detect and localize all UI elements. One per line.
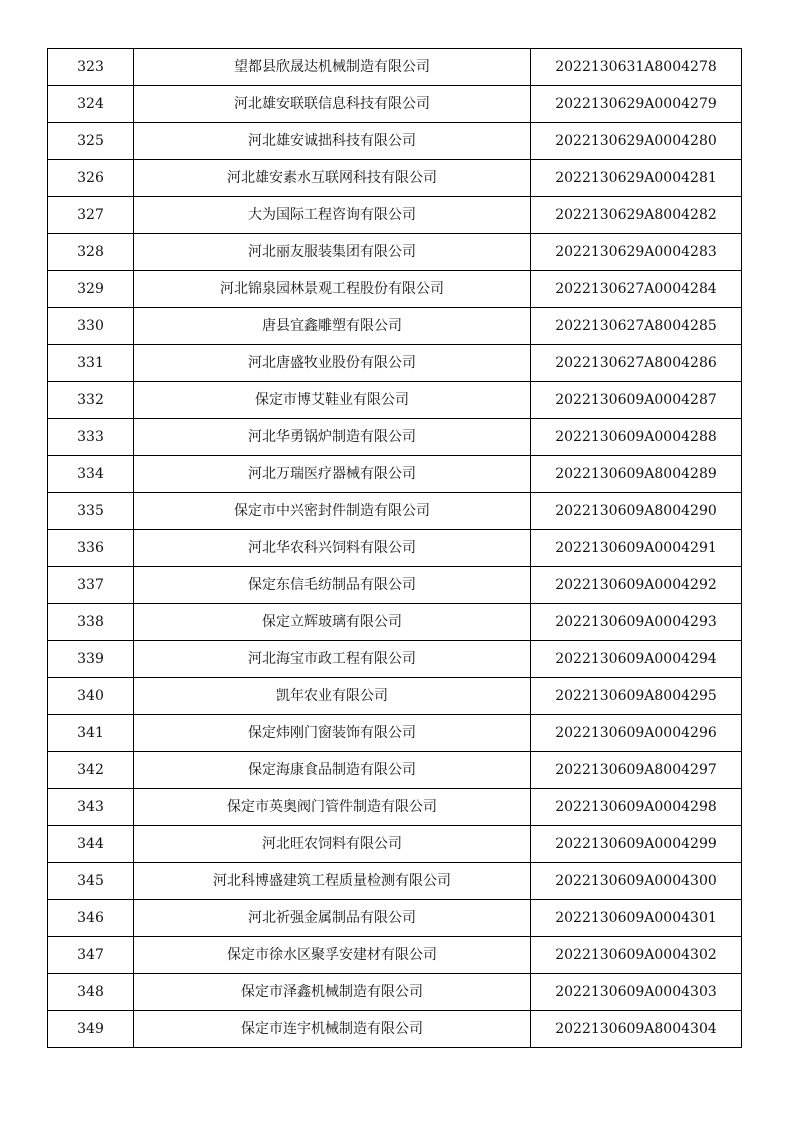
- row-number-cell: 336: [48, 530, 134, 567]
- row-number-cell: 343: [48, 789, 134, 826]
- company-name-cell: 大为国际工程咨询有限公司: [134, 197, 531, 234]
- row-number-cell: 327: [48, 197, 134, 234]
- table-row: [48, 1011, 742, 1048]
- row-number-cell: 330: [48, 308, 134, 345]
- table-row: [48, 937, 742, 974]
- row-number-cell: 341: [48, 715, 134, 752]
- registration-code-cell: 2022130609A8004297: [531, 752, 742, 789]
- row-number-cell: 324: [48, 86, 134, 123]
- row-number-cell: 347: [48, 937, 134, 974]
- table-row: [48, 234, 742, 271]
- registration-code-cell: 2022130609A0004287: [531, 382, 742, 419]
- registration-code-cell: 2022130609A0004292: [531, 567, 742, 604]
- company-name-cell: 保定海康食品制造有限公司: [134, 752, 531, 789]
- row-number-cell: 326: [48, 160, 134, 197]
- registration-code-cell: 2022130609A0004298: [531, 789, 742, 826]
- table-row: [48, 493, 742, 530]
- company-name-cell: 河北华勇锅炉制造有限公司: [134, 419, 531, 456]
- table-row: [48, 604, 742, 641]
- company-name-cell: 河北雄安联联信息科技有限公司: [134, 86, 531, 123]
- registration-code-cell: 2022130609A0004294: [531, 641, 742, 678]
- company-name-cell: 凯年农业有限公司: [134, 678, 531, 715]
- company-registry-table: [47, 48, 742, 1048]
- table-row: [48, 900, 742, 937]
- company-name-cell: 河北雄安诚拙科技有限公司: [134, 123, 531, 160]
- registration-code-cell: 2022130609A0004296: [531, 715, 742, 752]
- company-name-cell: 河北祈强金属制品有限公司: [134, 900, 531, 937]
- row-number-cell: 323: [48, 49, 134, 86]
- row-number-cell: 328: [48, 234, 134, 271]
- table-row: [48, 530, 742, 567]
- registration-code-cell: 2022130609A8004295: [531, 678, 742, 715]
- registration-code-cell: 2022130629A0004279: [531, 86, 742, 123]
- company-name-cell: 河北锦泉园林景观工程股份有限公司: [134, 271, 531, 308]
- table-row: [48, 271, 742, 308]
- table-row: [48, 160, 742, 197]
- company-name-cell: 保定立辉玻璃有限公司: [134, 604, 531, 641]
- company-name-cell: 河北万瑞医疗器械有限公司: [134, 456, 531, 493]
- company-name-cell: 河北唐盛牧业股份有限公司: [134, 345, 531, 382]
- row-number-cell: 325: [48, 123, 134, 160]
- table-row: [48, 641, 742, 678]
- row-number-cell: 337: [48, 567, 134, 604]
- registration-code-cell: 2022130627A8004286: [531, 345, 742, 382]
- table-row: [48, 456, 742, 493]
- row-number-cell: 346: [48, 900, 134, 937]
- registration-code-cell: 2022130609A8004304: [531, 1011, 742, 1048]
- registration-code-cell: 2022130609A0004302: [531, 937, 742, 974]
- table-row: [48, 974, 742, 1011]
- row-number-cell: 339: [48, 641, 134, 678]
- row-number-cell: 345: [48, 863, 134, 900]
- registration-code-cell: 2022130609A0004301: [531, 900, 742, 937]
- row-number-cell: 338: [48, 604, 134, 641]
- table-row: [48, 567, 742, 604]
- table-row: [48, 123, 742, 160]
- table-row: [48, 419, 742, 456]
- registration-code-cell: 2022130631A8004278: [531, 49, 742, 86]
- row-number-cell: 329: [48, 271, 134, 308]
- registry-table-body: [48, 49, 742, 1048]
- table-row: [48, 789, 742, 826]
- company-name-cell: 河北雄安素水互联网科技有限公司: [134, 160, 531, 197]
- company-name-cell: 保定东信毛纺制品有限公司: [134, 567, 531, 604]
- table-row: [48, 678, 742, 715]
- company-name-cell: 保定炜刚门窗装饰有限公司: [134, 715, 531, 752]
- row-number-cell: 332: [48, 382, 134, 419]
- row-number-cell: 334: [48, 456, 134, 493]
- row-number-cell: 333: [48, 419, 134, 456]
- row-number-cell: 348: [48, 974, 134, 1011]
- registration-code-cell: 2022130609A0004291: [531, 530, 742, 567]
- registration-code-cell: 2022130609A0004288: [531, 419, 742, 456]
- table-row: [48, 345, 742, 382]
- table-row: [48, 308, 742, 345]
- company-name-cell: 保定市博艾鞋业有限公司: [134, 382, 531, 419]
- row-number-cell: 340: [48, 678, 134, 715]
- row-number-cell: 342: [48, 752, 134, 789]
- registration-code-cell: 2022130609A8004289: [531, 456, 742, 493]
- company-name-cell: 河北海宝市政工程有限公司: [134, 641, 531, 678]
- company-name-cell: 保定市中兴密封件制造有限公司: [134, 493, 531, 530]
- registration-code-cell: 2022130629A0004280: [531, 123, 742, 160]
- company-name-cell: 河北丽友服装集团有限公司: [134, 234, 531, 271]
- registration-code-cell: 2022130609A0004299: [531, 826, 742, 863]
- company-name-cell: 河北华农科兴饲料有限公司: [134, 530, 531, 567]
- row-number-cell: 344: [48, 826, 134, 863]
- registration-code-cell: 2022130609A0004303: [531, 974, 742, 1011]
- table-row: [48, 715, 742, 752]
- row-number-cell: 349: [48, 1011, 134, 1048]
- table-row: [48, 826, 742, 863]
- table-row: [48, 197, 742, 234]
- table-row: [48, 86, 742, 123]
- registration-code-cell: 2022130629A0004283: [531, 234, 742, 271]
- table-row: [48, 382, 742, 419]
- table-row: [48, 49, 742, 86]
- registration-code-cell: 2022130609A0004300: [531, 863, 742, 900]
- company-name-cell: 保定市徐水区聚孚安建材有限公司: [134, 937, 531, 974]
- table-row: [48, 863, 742, 900]
- registration-code-cell: 2022130609A8004290: [531, 493, 742, 530]
- registration-code-cell: 2022130609A0004293: [531, 604, 742, 641]
- company-name-cell: 唐县宜鑫雕塑有限公司: [134, 308, 531, 345]
- registration-code-cell: 2022130629A8004282: [531, 197, 742, 234]
- registration-code-cell: 2022130627A8004285: [531, 308, 742, 345]
- company-name-cell: 保定市英奥阀门管件制造有限公司: [134, 789, 531, 826]
- table-row: [48, 752, 742, 789]
- row-number-cell: 331: [48, 345, 134, 382]
- company-name-cell: 河北科博盛建筑工程质量检测有限公司: [134, 863, 531, 900]
- company-name-cell: 河北旺农饲料有限公司: [134, 826, 531, 863]
- registration-code-cell: 2022130627A0004284: [531, 271, 742, 308]
- registration-code-cell: 2022130629A0004281: [531, 160, 742, 197]
- company-name-cell: 望都县欣晟达机械制造有限公司: [134, 49, 531, 86]
- company-name-cell: 保定市泽鑫机械制造有限公司: [134, 974, 531, 1011]
- company-name-cell: 保定市连宇机械制造有限公司: [134, 1011, 531, 1048]
- row-number-cell: 335: [48, 493, 134, 530]
